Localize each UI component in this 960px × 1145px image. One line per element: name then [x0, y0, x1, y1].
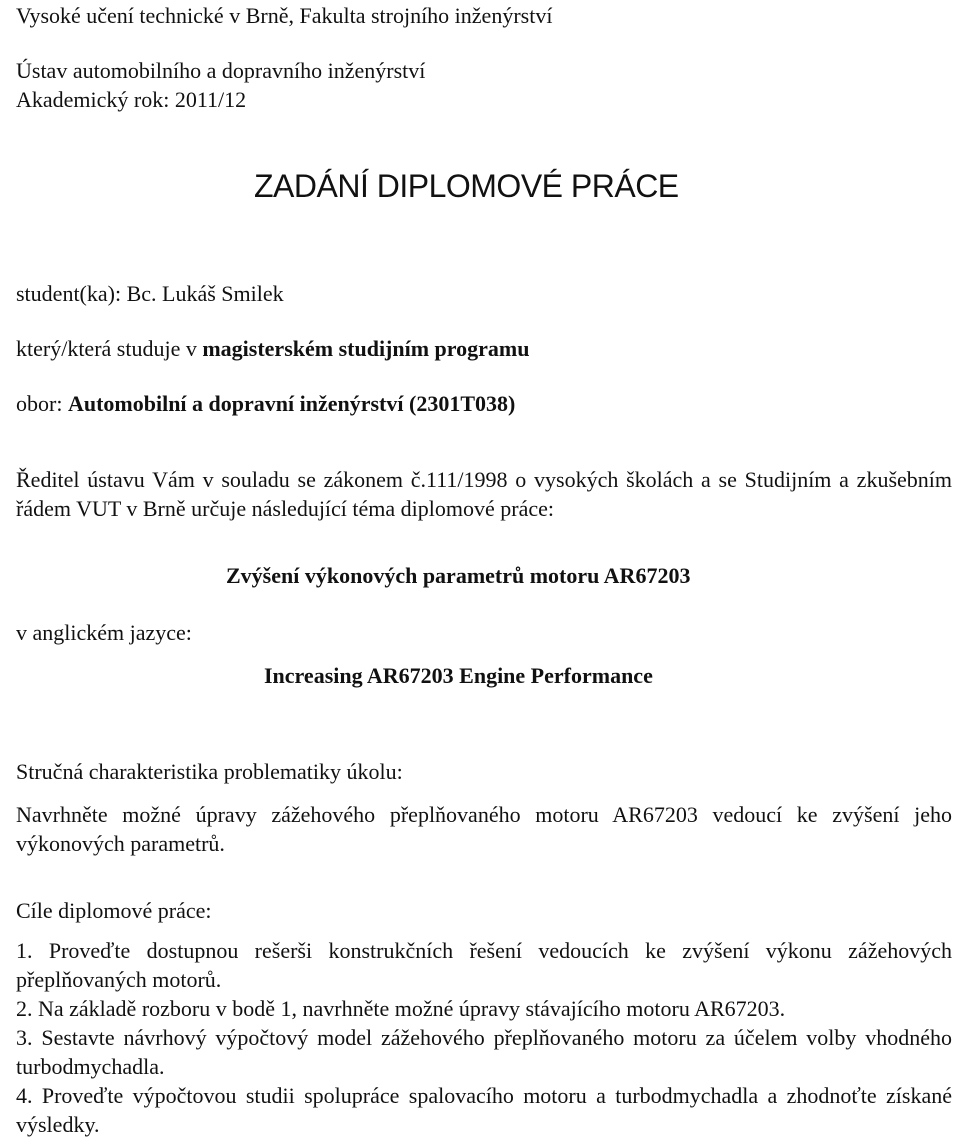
list-item: 4. Proveďte výpočtovou studii spolupráce spalovacího motoru a turbodmychadla a zhodnoťte získané výsledky.	[16, 1083, 952, 1137]
university-header: Vysoké učení technické v Brně, Fakulta strojního inženýrství	[16, 3, 553, 28]
program-line	[16, 336, 530, 362]
characteristics-text: Navrhněte možné úpravy zážehového přeplňovaného motoru AR67203 vedoucí ke zvýšení jeho výkonových parametrů.	[16, 802, 952, 856]
goals-list	[16, 936, 952, 1139]
list-item: 3. Sestavte návrhový výpočtový model zážehového přeplňovaného motoru za účelem volby vhodného turbodmychadla.	[16, 1025, 952, 1079]
academic-year: Akademický rok: 2011/12	[16, 87, 247, 112]
topic-czech: Zvýšení výkonových parametrů motoru AR67203	[226, 563, 691, 588]
field-label: obor:	[16, 391, 63, 416]
student-name: Bc. Lukáš Smilek	[126, 281, 284, 306]
goals-heading: Cíle diplomové práce:	[16, 898, 212, 923]
student-line	[16, 281, 284, 307]
topic-english: Increasing AR67203 Engine Performance	[264, 663, 653, 688]
field-name: Automobilní a dopravní inženýrství (2301T038)	[67, 391, 516, 416]
intro-paragraph: Ředitel ústavu Vám v souladu se zákonem č.111/1998 o vysokých školách a se Studijním a zkušebním řádem VUT v Brně určuje následující téma diplomové práce:	[16, 467, 952, 521]
institute-name: Ústav automobilního a dopravního inženýrství	[16, 58, 426, 83]
list-item: 1. Proveďte dostupnou rešerši konstrukčních řešení vedoucích ke zvýšení výkonu zážehových přeplňovaných motorů.	[16, 938, 952, 992]
english-label: v anglickém jazyce:	[16, 620, 192, 645]
program-name: magisterském studijním programu	[202, 336, 530, 361]
program-prefix: který/která studuje v	[16, 336, 197, 361]
student-label: student(ka):	[16, 281, 122, 306]
document-title: ZADÁNÍ DIPLOMOVÉ PRÁCE	[254, 168, 679, 204]
list-item: 2. Na základě rozboru v bodě 1, navrhněte možné úpravy stávajícího motoru AR67203.	[16, 996, 786, 1021]
characteristics-heading: Stručná charakteristika problematiky úkolu:	[16, 759, 403, 784]
field-line	[16, 391, 515, 417]
